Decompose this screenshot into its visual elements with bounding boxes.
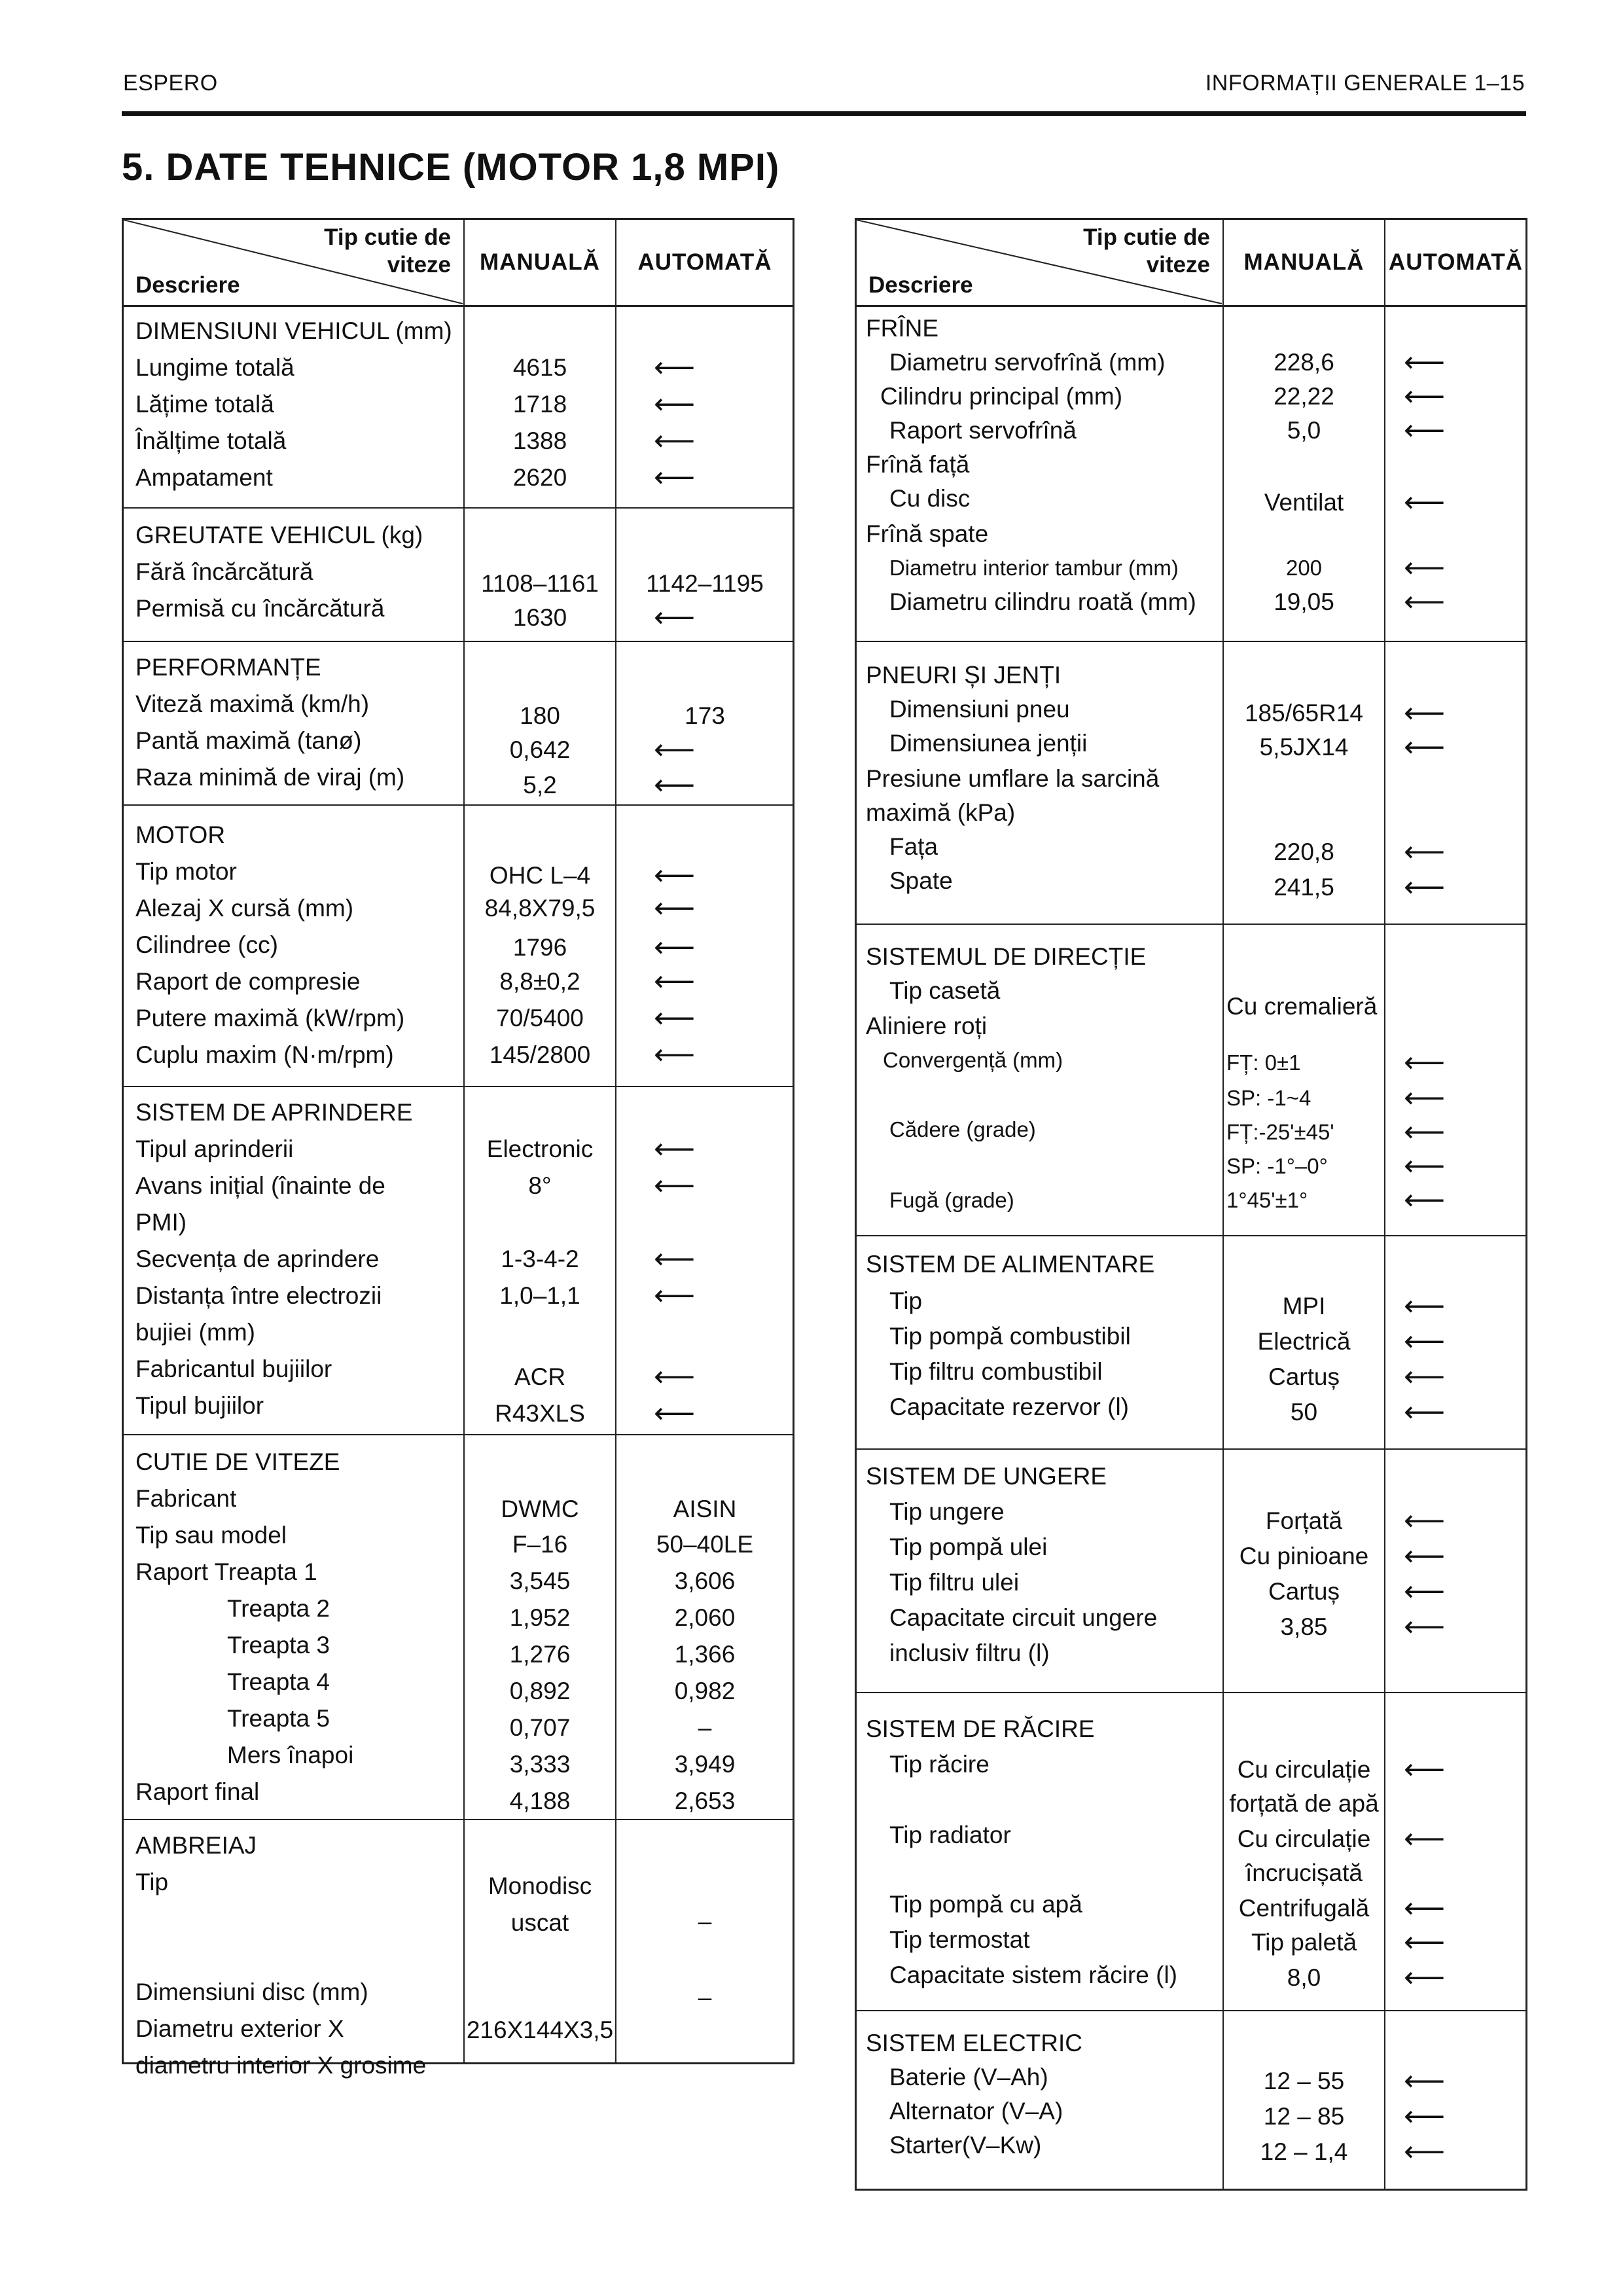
manual-value: 145/2800 bbox=[489, 1041, 591, 1068]
manual-value: Electrică bbox=[1257, 1328, 1351, 1355]
left-spec-table bbox=[122, 218, 794, 2079]
manual-value: 1°45'±1° bbox=[1226, 1188, 1308, 1212]
spec-label: Dimensiuni disc (mm) bbox=[135, 1979, 368, 2005]
manual-value: 22,22 bbox=[1274, 383, 1334, 410]
same-as-manual-arrow-icon: ⟵ bbox=[1404, 1926, 1444, 1958]
automat-value: 2,060 bbox=[674, 1604, 736, 1631]
manual-value: Cu cremalieră bbox=[1226, 993, 1378, 1020]
same-as-manual-arrow-icon: ⟵ bbox=[1404, 1892, 1444, 1924]
manual-value: R43XLS bbox=[495, 1400, 585, 1427]
automat-value: 50–40LE bbox=[656, 1531, 754, 1558]
spec-label: Frînă spate bbox=[866, 520, 989, 547]
spec-section bbox=[124, 509, 793, 642]
spec-label: Fabricantul bujiilor bbox=[135, 1355, 332, 1382]
manual-value: 8,8±0,2 bbox=[499, 968, 580, 995]
manual-value: 180 bbox=[520, 702, 560, 729]
spec-label: MOTOR bbox=[135, 821, 226, 848]
same-as-manual-arrow-icon: ⟵ bbox=[654, 351, 694, 384]
left-table-header bbox=[124, 220, 793, 307]
page-title: 5. DATE TEHNICE (MOTOR 1,8 MPI) bbox=[122, 146, 780, 188]
automat-value: 1,366 bbox=[674, 1641, 736, 1668]
manual-value: Cartuș bbox=[1268, 1363, 1340, 1390]
spec-label: Raport final bbox=[135, 1778, 260, 1805]
spec-label: FRÎNE bbox=[866, 315, 938, 342]
manual-value: 5,5JX14 bbox=[1259, 734, 1349, 761]
header-automat: AUTOMATĂ bbox=[637, 249, 772, 275]
same-as-manual-arrow-icon: ⟵ bbox=[654, 892, 694, 924]
manual-value: 8,0 bbox=[1287, 1964, 1321, 1991]
manual-value: 241,5 bbox=[1274, 874, 1334, 901]
spec-section bbox=[124, 806, 793, 1087]
spec-label: Fabricant bbox=[135, 1485, 237, 1512]
spec-label: Ampatament bbox=[135, 464, 273, 491]
same-as-manual-arrow-icon: ⟵ bbox=[1404, 346, 1444, 378]
manual-value: 3,333 bbox=[509, 1751, 571, 1778]
same-as-manual-arrow-icon: ⟵ bbox=[1404, 1116, 1444, 1148]
same-as-manual-arrow-icon: ⟵ bbox=[1404, 1396, 1444, 1428]
spec-label: Fugă (grade) bbox=[889, 1188, 1014, 1212]
automat-value: 3,606 bbox=[674, 1568, 736, 1594]
header-manual: MANUALĂ bbox=[480, 249, 600, 275]
spec-label: Treapta 3 bbox=[227, 1632, 330, 1659]
automat-value: – bbox=[698, 1714, 712, 1741]
same-as-manual-arrow-icon: ⟵ bbox=[1404, 1540, 1444, 1572]
manual-value: 5,0 bbox=[1287, 417, 1321, 444]
spec-label: Lățime totală bbox=[135, 391, 274, 418]
manual-value: FȚ:-25'±45' bbox=[1226, 1120, 1334, 1144]
manual-value: 1718 bbox=[512, 391, 567, 418]
right-spec-table bbox=[855, 218, 1527, 2191]
spec-label: SISTEM DE APRINDERE bbox=[135, 1099, 413, 1126]
spec-label: Tip radiator bbox=[889, 1821, 1011, 1848]
spec-label: Convergență (mm) bbox=[883, 1048, 1063, 1072]
manual-value: 1,276 bbox=[509, 1641, 571, 1668]
spec-label: Presiune umflare la sarcină bbox=[866, 765, 1160, 792]
same-as-manual-arrow-icon: ⟵ bbox=[1404, 586, 1444, 618]
same-as-manual-arrow-icon: ⟵ bbox=[654, 734, 694, 766]
manual-value: 220,8 bbox=[1274, 838, 1334, 865]
spec-label: Cilindree (cc) bbox=[135, 931, 278, 958]
same-as-manual-arrow-icon: ⟵ bbox=[1404, 1753, 1444, 1785]
spec-label: maximă (kPa) bbox=[866, 799, 1016, 826]
manual-value: Electronic bbox=[486, 1136, 594, 1162]
manual-value: 3,85 bbox=[1280, 1613, 1328, 1640]
same-as-manual-arrow-icon: ⟵ bbox=[654, 1133, 694, 1165]
spec-label: Diametru servofrînă (mm) bbox=[889, 349, 1166, 376]
automat-value: AISIN bbox=[673, 1496, 737, 1522]
same-as-manual-arrow-icon: ⟵ bbox=[1404, 2065, 1444, 2097]
spec-section bbox=[124, 307, 793, 509]
spec-label: Raport Treapta 1 bbox=[135, 1558, 317, 1585]
manual-value: Centrifugală bbox=[1238, 1895, 1370, 1922]
header-tip-line1: Tip cutie de bbox=[1083, 224, 1210, 250]
spec-label: Mers înapoi bbox=[227, 1742, 354, 1768]
spec-section bbox=[857, 1693, 1525, 2011]
same-as-manual-arrow-icon: ⟵ bbox=[654, 461, 694, 493]
spec-label: Lungime totală bbox=[135, 354, 294, 381]
spec-section bbox=[857, 1450, 1525, 1693]
spec-label: Tip pompă combustibil bbox=[889, 1323, 1131, 1350]
same-as-manual-arrow-icon: ⟵ bbox=[1404, 552, 1444, 584]
same-as-manual-arrow-icon: ⟵ bbox=[1404, 697, 1444, 729]
manual-value: SP: -1~4 bbox=[1226, 1086, 1311, 1110]
manual-value: 4615 bbox=[512, 354, 567, 381]
spec-section bbox=[124, 1435, 793, 1820]
spec-label: Tip motor bbox=[135, 858, 237, 885]
spec-section bbox=[857, 925, 1525, 1236]
manual-value: Ventilat bbox=[1264, 489, 1344, 516]
manual-value: Cu pinioane bbox=[1239, 1543, 1369, 1570]
same-as-manual-arrow-icon: ⟵ bbox=[654, 1397, 694, 1429]
manual-value: 4,188 bbox=[509, 1787, 571, 1814]
manual-value: 70/5400 bbox=[496, 1005, 584, 1031]
automat-value: – bbox=[698, 1984, 712, 2011]
spec-label: Aliniere roți bbox=[866, 1013, 988, 1039]
header-right: INFORMAȚII GENERALE 1–15 bbox=[1205, 71, 1525, 96]
spec-label: Dimensiunea jenții bbox=[889, 730, 1088, 757]
spec-label: SISTEMUL DE DIRECȚIE bbox=[866, 943, 1147, 970]
spec-label: Fără încărcătură bbox=[135, 558, 313, 585]
same-as-manual-arrow-icon: ⟵ bbox=[1404, 871, 1444, 903]
manual-value: 1108–1161 bbox=[481, 570, 599, 597]
spec-label: Raza minimă de viraj (m) bbox=[135, 764, 405, 791]
same-as-manual-arrow-icon: ⟵ bbox=[1404, 1611, 1444, 1643]
header-rule bbox=[122, 111, 1526, 116]
spec-label: Tip bbox=[135, 1869, 169, 1895]
header-descriere: Descriere bbox=[868, 272, 973, 298]
spec-label: Frînă față bbox=[866, 451, 970, 478]
spec-label: Distanța între electrozii bbox=[135, 1282, 382, 1309]
manual-value: 84,8X79,5 bbox=[484, 895, 596, 922]
spec-label: SISTEM ELECTRIC bbox=[866, 2030, 1082, 2056]
header-tip-line1: Tip cutie de bbox=[324, 224, 451, 250]
spec-label: Avans inițial (înainte de bbox=[135, 1172, 385, 1199]
spec-label: Cilindru principal (mm) bbox=[880, 383, 1123, 410]
same-as-manual-arrow-icon: ⟵ bbox=[654, 388, 694, 420]
same-as-manual-arrow-icon: ⟵ bbox=[1404, 1361, 1444, 1393]
spec-label: PMI) bbox=[135, 1209, 187, 1236]
manual-value: Forțată bbox=[1265, 1507, 1343, 1534]
manual-value: 12 – 55 bbox=[1263, 2068, 1345, 2094]
same-as-manual-arrow-icon: ⟵ bbox=[1404, 1184, 1444, 1216]
spec-section bbox=[124, 1087, 793, 1435]
spec-label: SISTEM DE UNGERE bbox=[866, 1463, 1107, 1490]
spec-label: AMBREIAJ bbox=[135, 1832, 257, 1859]
manual-value: 228,6 bbox=[1274, 349, 1334, 376]
automat-value: – bbox=[698, 1908, 712, 1935]
header-automat: AUTOMATĂ bbox=[1388, 249, 1523, 275]
automat-value: 2,653 bbox=[674, 1787, 736, 1814]
spec-label: Tip bbox=[889, 1287, 923, 1314]
header-left: ESPERO bbox=[123, 71, 218, 96]
header-tip-label bbox=[124, 224, 451, 279]
spec-label: Treapta 4 bbox=[227, 1668, 330, 1695]
spec-section bbox=[857, 2011, 1525, 2195]
spec-label: Tip termostat bbox=[889, 1926, 1030, 1953]
spec-label: DIMENSIUNI VEHICUL (mm) bbox=[135, 317, 452, 344]
automat-value: 0,982 bbox=[674, 1677, 736, 1704]
same-as-manual-arrow-icon: ⟵ bbox=[1404, 2100, 1444, 2132]
same-as-manual-arrow-icon: ⟵ bbox=[654, 859, 694, 891]
header-tip-line2: viteze bbox=[387, 252, 451, 278]
spec-label: Treapta 2 bbox=[227, 1595, 330, 1622]
same-as-manual-arrow-icon: ⟵ bbox=[1404, 1962, 1444, 1994]
manual-value: DWMC bbox=[501, 1496, 579, 1522]
manual-value: SP: -1°–0° bbox=[1226, 1154, 1328, 1178]
same-as-manual-arrow-icon: ⟵ bbox=[654, 965, 694, 997]
spec-label: Capacitate circuit ungere bbox=[889, 1604, 1158, 1631]
manual-value: 200 bbox=[1285, 556, 1323, 580]
manual-value: FȚ: 0±1 bbox=[1226, 1050, 1301, 1075]
same-as-manual-arrow-icon: ⟵ bbox=[1404, 486, 1444, 518]
same-as-manual-arrow-icon: ⟵ bbox=[654, 1243, 694, 1275]
spec-section bbox=[857, 642, 1525, 925]
spec-label: inclusiv filtru (l) bbox=[889, 1640, 1050, 1666]
spec-label: Cădere (grade) bbox=[889, 1117, 1036, 1141]
spec-section bbox=[857, 307, 1525, 642]
manual-value: 216X144X3,5 bbox=[466, 2017, 614, 2043]
spec-label: Treapta 5 bbox=[227, 1705, 330, 1732]
same-as-manual-arrow-icon: ⟵ bbox=[654, 931, 694, 963]
spec-label: Capacitate sistem răcire (l) bbox=[889, 1962, 1178, 1988]
manual-value: 1-3-4-2 bbox=[501, 1246, 579, 1272]
same-as-manual-arrow-icon: ⟵ bbox=[1404, 2136, 1444, 2168]
spec-label: Tip ungere bbox=[889, 1498, 1005, 1525]
spec-label: Tip pompă cu apă bbox=[889, 1891, 1082, 1918]
spec-label: Tip răcire bbox=[889, 1751, 990, 1778]
spec-label: Baterie (V–Ah) bbox=[889, 2064, 1048, 2090]
manual-value: F–16 bbox=[512, 1531, 568, 1558]
same-as-manual-arrow-icon: ⟵ bbox=[1404, 1150, 1444, 1182]
spec-label: Înălțime totală bbox=[135, 427, 287, 454]
manual-value: OHC L–4 bbox=[489, 862, 591, 889]
same-as-manual-arrow-icon: ⟵ bbox=[1404, 1047, 1444, 1079]
spec-label: Tip sau model bbox=[135, 1522, 287, 1549]
manual-value: Tip paletă bbox=[1251, 1929, 1357, 1956]
same-as-manual-arrow-icon: ⟵ bbox=[1404, 414, 1444, 446]
spec-label: Tip filtru ulei bbox=[889, 1569, 1020, 1596]
spec-label: PERFORMANȚE bbox=[135, 654, 321, 681]
spec-section bbox=[857, 1236, 1525, 1450]
manual-value: 0,892 bbox=[509, 1677, 571, 1704]
same-as-manual-arrow-icon: ⟵ bbox=[1404, 380, 1444, 412]
manual-value: 1,0–1,1 bbox=[499, 1282, 580, 1309]
manual-value: 0,642 bbox=[509, 736, 571, 763]
same-as-manual-arrow-icon: ⟵ bbox=[654, 769, 694, 801]
manual-value: 19,05 bbox=[1274, 588, 1334, 615]
header-tip-line2: viteze bbox=[1146, 252, 1210, 278]
same-as-manual-arrow-icon: ⟵ bbox=[1404, 1575, 1444, 1607]
spec-label: Putere maximă (kW/rpm) bbox=[135, 1005, 405, 1031]
manual-value: 2620 bbox=[512, 464, 567, 491]
manual-value: 5,2 bbox=[523, 772, 557, 798]
same-as-manual-arrow-icon: ⟵ bbox=[654, 425, 694, 457]
manual-value: MPI bbox=[1282, 1293, 1326, 1319]
spec-label: Fața bbox=[889, 833, 938, 860]
spec-label: Dimensiuni pneu bbox=[889, 696, 1070, 723]
manual-value: 8° bbox=[528, 1172, 552, 1199]
spec-label: PNEURI ȘI JENȚI bbox=[866, 662, 1061, 689]
manual-value: 1796 bbox=[512, 934, 567, 961]
same-as-manual-arrow-icon: ⟵ bbox=[654, 1170, 694, 1202]
same-as-manual-arrow-icon: ⟵ bbox=[654, 1280, 694, 1312]
manual-value: 50 bbox=[1290, 1399, 1318, 1426]
manual-value: Cu circulație bbox=[1237, 1756, 1371, 1783]
manual-value: 3,545 bbox=[509, 1568, 571, 1594]
spec-label: Tip pompă ulei bbox=[889, 1534, 1048, 1560]
manual-value: Cartuș bbox=[1268, 1578, 1340, 1605]
same-as-manual-arrow-icon: ⟵ bbox=[654, 601, 694, 634]
manual-value: încrucișată bbox=[1245, 1859, 1363, 1886]
manual-value: 12 – 1,4 bbox=[1260, 2138, 1348, 2165]
spec-section bbox=[124, 1820, 793, 2079]
spec-label: Cuplu maxim (N·m/rpm) bbox=[135, 1041, 394, 1068]
manual-value: ACR bbox=[514, 1363, 566, 1390]
spec-label: diametru interior X grosime bbox=[135, 2052, 427, 2079]
right-table-header bbox=[857, 220, 1525, 307]
spec-label: SISTEM DE RĂCIRE bbox=[866, 1715, 1095, 1742]
spec-label: Pantă maximă (tanø) bbox=[135, 727, 362, 754]
right-table-body bbox=[857, 307, 1525, 2195]
header-descriere: Descriere bbox=[135, 272, 240, 298]
same-as-manual-arrow-icon: ⟵ bbox=[1404, 1823, 1444, 1855]
manual-value: 1388 bbox=[512, 427, 567, 454]
manual-value: Cu circulație bbox=[1237, 1825, 1371, 1852]
spec-label: SISTEM DE ALIMENTARE bbox=[866, 1251, 1155, 1278]
manual-value: uscat bbox=[510, 1909, 569, 1936]
manual-value: forțată de apă bbox=[1229, 1790, 1379, 1817]
same-as-manual-arrow-icon: ⟵ bbox=[1404, 1290, 1444, 1322]
same-as-manual-arrow-icon: ⟵ bbox=[1404, 1325, 1444, 1357]
spec-label: CUTIE DE VITEZE bbox=[135, 1448, 340, 1475]
spec-label: Alternator (V–A) bbox=[889, 2098, 1063, 2125]
spec-label: Permisă cu încărcătură bbox=[135, 595, 385, 622]
same-as-manual-arrow-icon: ⟵ bbox=[1404, 1505, 1444, 1537]
spec-label: Tipul aprinderii bbox=[135, 1136, 294, 1162]
automat-value: 1142–1195 bbox=[646, 570, 764, 597]
spec-label: Diametru exterior X bbox=[135, 2015, 344, 2042]
spec-label: Secvența de aprindere bbox=[135, 1246, 380, 1272]
same-as-manual-arrow-icon: ⟵ bbox=[654, 1361, 694, 1393]
same-as-manual-arrow-icon: ⟵ bbox=[1404, 1082, 1444, 1114]
left-table-body bbox=[124, 307, 793, 2079]
manual-value: 1630 bbox=[512, 604, 567, 631]
spec-section bbox=[124, 642, 793, 806]
automat-value: 173 bbox=[685, 702, 725, 729]
spec-label: Raport servofrînă bbox=[889, 417, 1077, 444]
spec-label: GREUTATE VEHICUL (kg) bbox=[135, 522, 423, 548]
spec-label: Spate bbox=[889, 867, 953, 894]
manual-value: Monodisc bbox=[488, 1873, 592, 1899]
manual-value: 0,707 bbox=[509, 1714, 571, 1741]
manual-value: 12 – 85 bbox=[1263, 2103, 1345, 2130]
spec-label: Starter(V–Kw) bbox=[889, 2132, 1042, 2159]
header-manual: MANUALĂ bbox=[1243, 249, 1364, 275]
automat-value: 3,949 bbox=[674, 1751, 736, 1778]
same-as-manual-arrow-icon: ⟵ bbox=[654, 1002, 694, 1034]
spec-label: Tipul bujiilor bbox=[135, 1392, 264, 1419]
manual-value: 185/65R14 bbox=[1244, 700, 1364, 726]
same-as-manual-arrow-icon: ⟵ bbox=[1404, 731, 1444, 763]
manual-value: 1,952 bbox=[509, 1604, 571, 1631]
spec-label: Alezaj X cursă (mm) bbox=[135, 895, 354, 922]
spec-label: Diametru cilindru roată (mm) bbox=[889, 588, 1196, 615]
same-as-manual-arrow-icon: ⟵ bbox=[654, 1039, 694, 1071]
spec-label: Cu disc bbox=[889, 485, 971, 512]
same-as-manual-arrow-icon: ⟵ bbox=[1404, 836, 1444, 868]
spec-label: Raport de compresie bbox=[135, 968, 361, 995]
header-tip-label bbox=[857, 224, 1210, 279]
spec-label: Viteză maximă (km/h) bbox=[135, 691, 370, 717]
spec-label: bujiei (mm) bbox=[135, 1319, 255, 1346]
spec-label: Tip casetă bbox=[889, 977, 1001, 1004]
spec-label: Tip filtru combustibil bbox=[889, 1358, 1103, 1385]
spec-label: Capacitate rezervor (l) bbox=[889, 1393, 1130, 1420]
spec-label: Diametru interior tambur (mm) bbox=[889, 556, 1179, 580]
